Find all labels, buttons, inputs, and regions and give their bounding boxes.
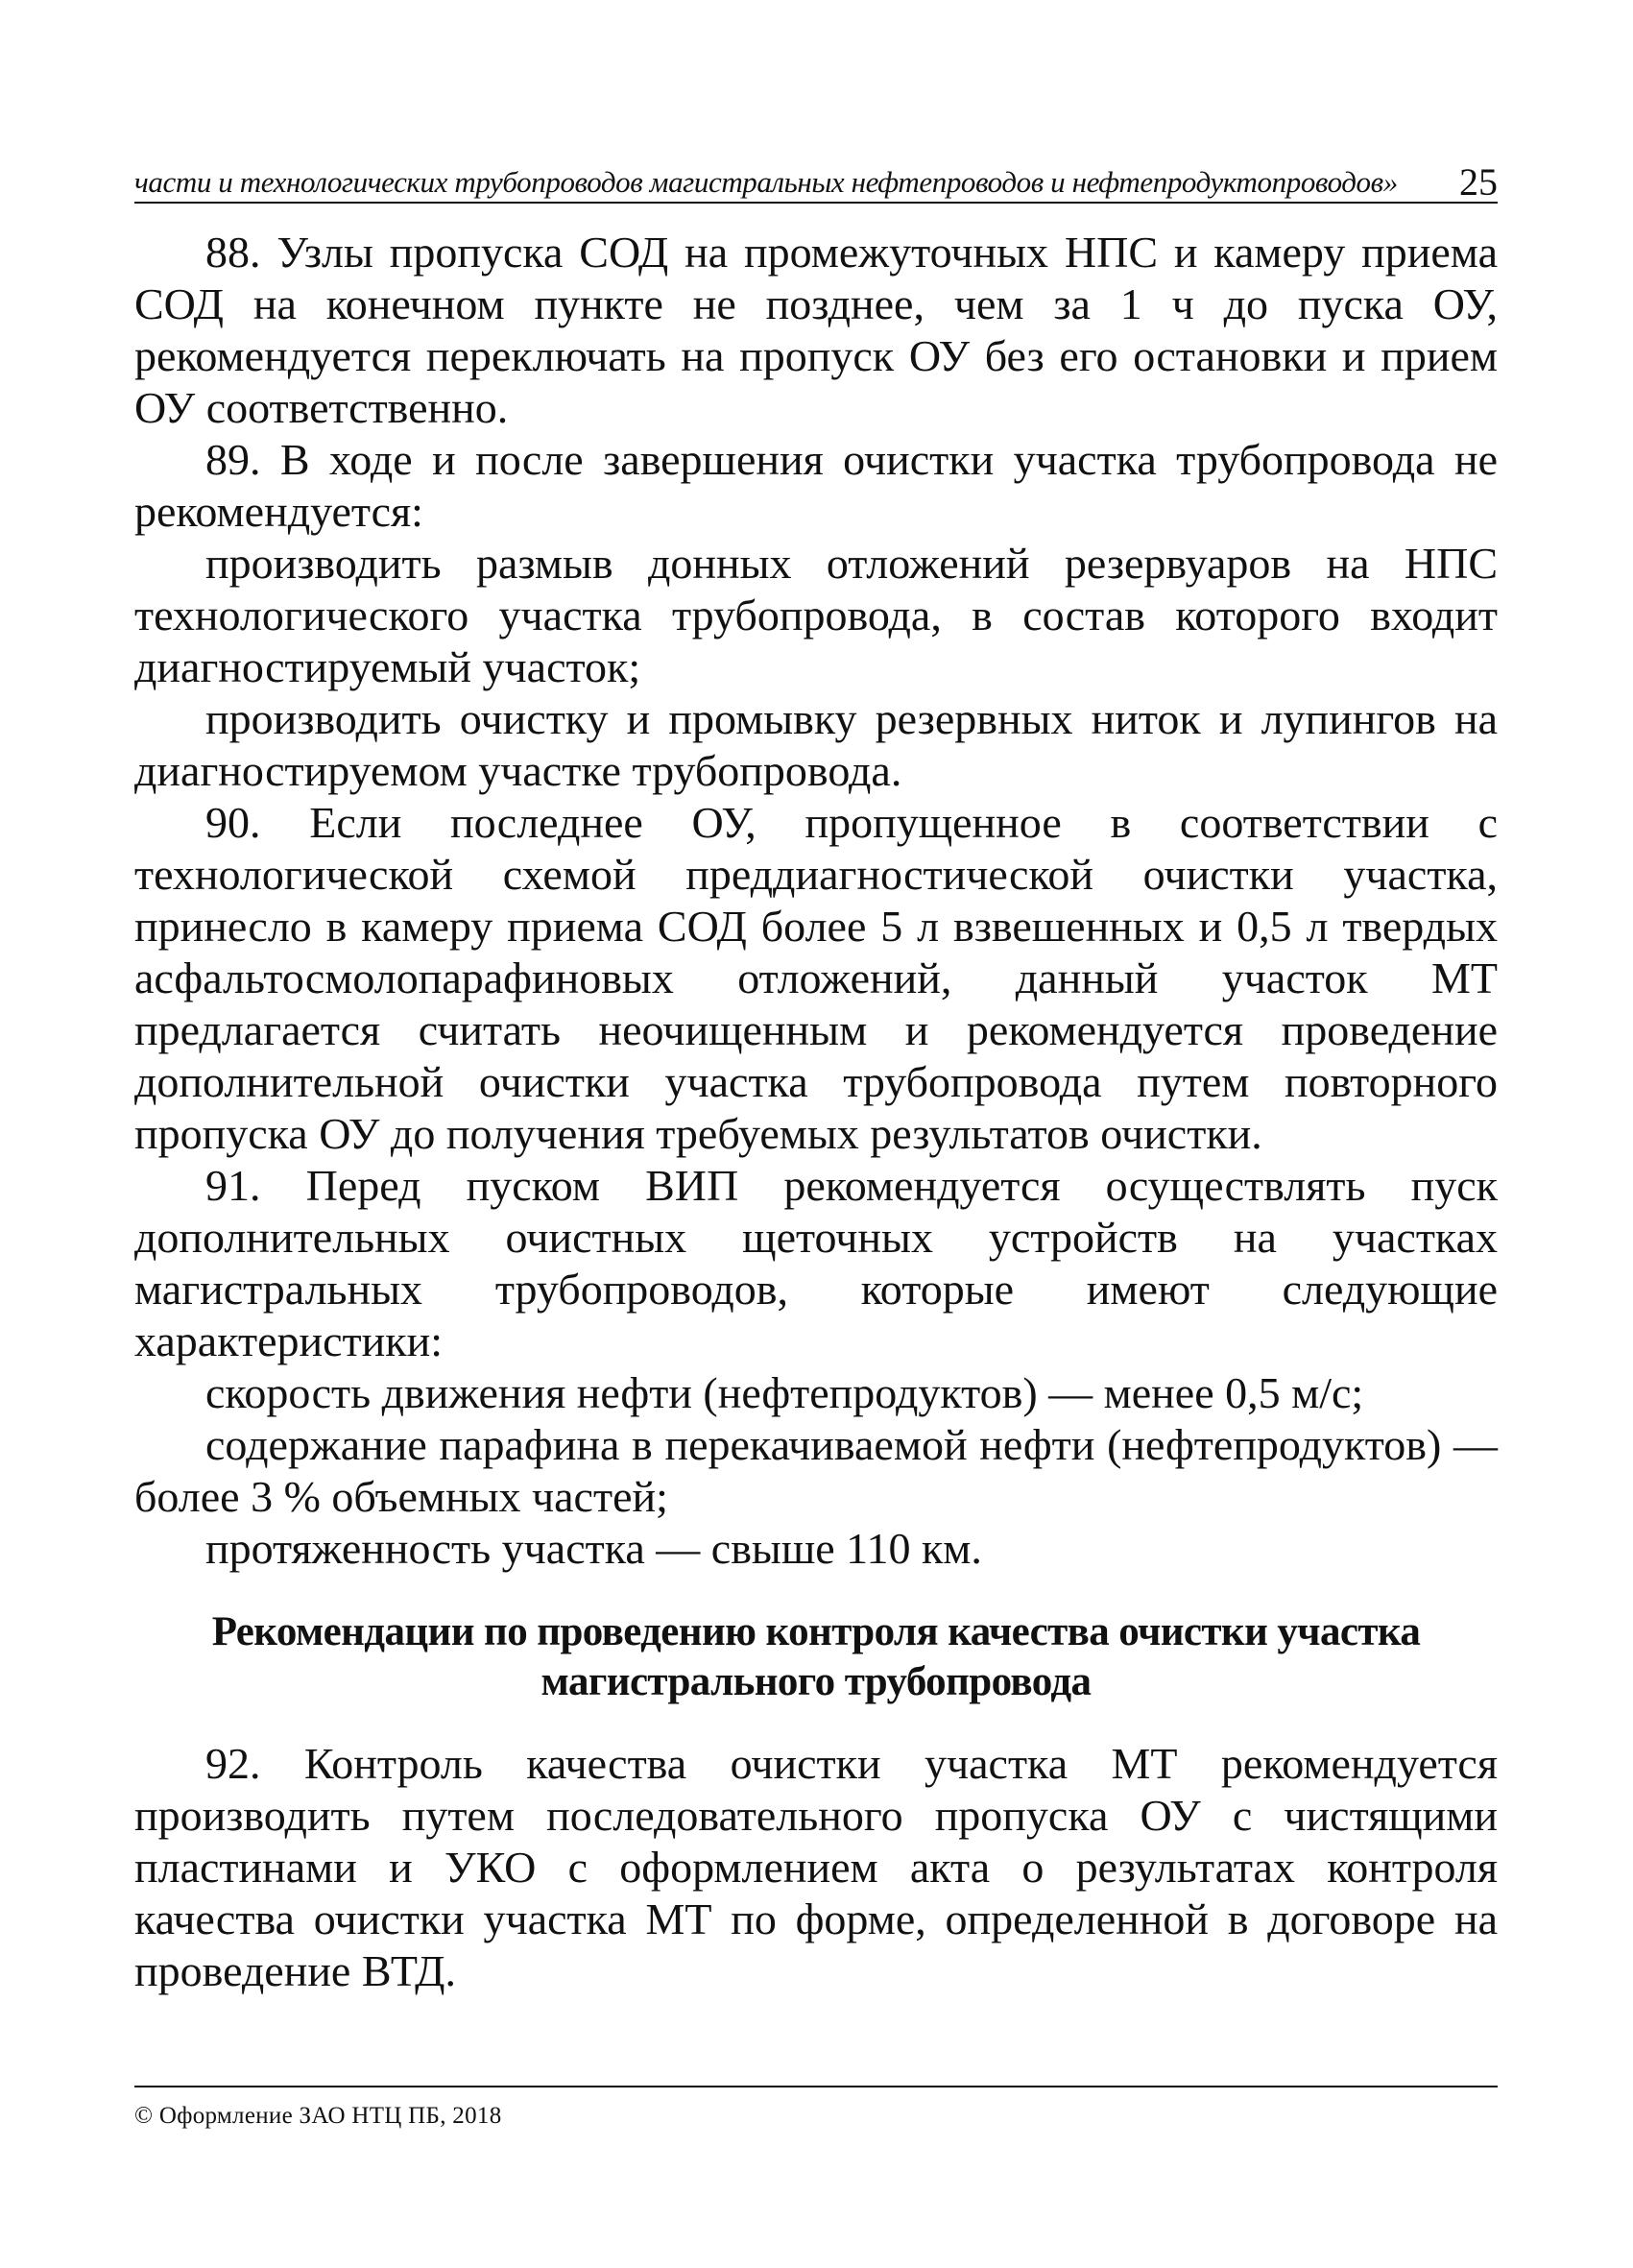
running-title: части и технологических трубопроводов магистральных нефтепроводов и нефтепродуктопроводов» xyxy=(134,165,1398,199)
running-header xyxy=(134,148,1498,204)
section-heading: Рекомендации по проведению контроля качества очистки участка магистрального трубопровода xyxy=(211,1609,1421,1704)
list-item-section-length: протяженность участка — свыше 110 км. xyxy=(205,1524,982,1573)
paragraph-91: 91. Перед пуском ВИП рекомендуется осуществлять пуск дополнительных очистных щеточных устройств на участках магистральных трубопроводов, которые имеют следующие характеристики: xyxy=(134,1161,1498,1365)
paragraph-89: 89. В ходе и после завершения очистки участка трубопровода не рекомендуется: xyxy=(134,435,1498,536)
paragraph-90: 90. Если последнее ОУ, пропущенное в соответствии с технологической схемой преддиагностической очистки участка, принесло в камеру приема СОД более 5 л взвешенных и 0,5 л твердых асфальтосмолопарафиновых отложений, данный участок МТ предлагается считать неочищенным и рекомендуется проведение дополнительной очистки участка трубопровода путем повторного пропуска ОУ до получения требуемых результатов очистки. xyxy=(134,798,1498,1158)
document-body xyxy=(134,227,1498,1997)
list-item-flow-speed: скорость движения нефти (нефтепродуктов) — менее 0,5 м/с; xyxy=(205,1368,1364,1417)
list-item-paraffin-content: содержание парафина в перекачиваемой нефти (нефтепродуктов) — более 3 % объемных частей; xyxy=(134,1420,1498,1521)
page-footer xyxy=(134,2086,1498,2130)
paragraph-92: 92. Контроль качества очистки участка МТ рекомендуется производить путем последовательного пропуска ОУ с чистящими пластинами и УКО с оформлением акта о результатах контроля качества очистки участка МТ по форме, определенной в договоре на проведение ВТД. xyxy=(134,1739,1498,1995)
list-item-sludge-washing: производить размыв донных отложений резервуаров на НПС технологического участка трубопровода, в состав которого входит диагностируемый участок; xyxy=(134,539,1498,691)
list-item-reserve-lines-cleaning: производить очистку и промывку резервных ниток и лупингов на диагностируемом участке трубопровода. xyxy=(134,694,1498,795)
copyright-notice: © Оформление ЗАО НТЦ ПБ, 2018 xyxy=(134,2103,502,2129)
page-number: 25 xyxy=(1459,160,1498,204)
paragraph-88: 88. Узлы пропуска СОД на промежуточных НПС и камеру приема СОД на конечном пункте не позднее, чем за 1 ч до пуска ОУ, рекомендуется переключать на пропуск ОУ без его остановки и прием ОУ соответственно. xyxy=(134,228,1498,432)
document-page xyxy=(134,134,1498,2151)
